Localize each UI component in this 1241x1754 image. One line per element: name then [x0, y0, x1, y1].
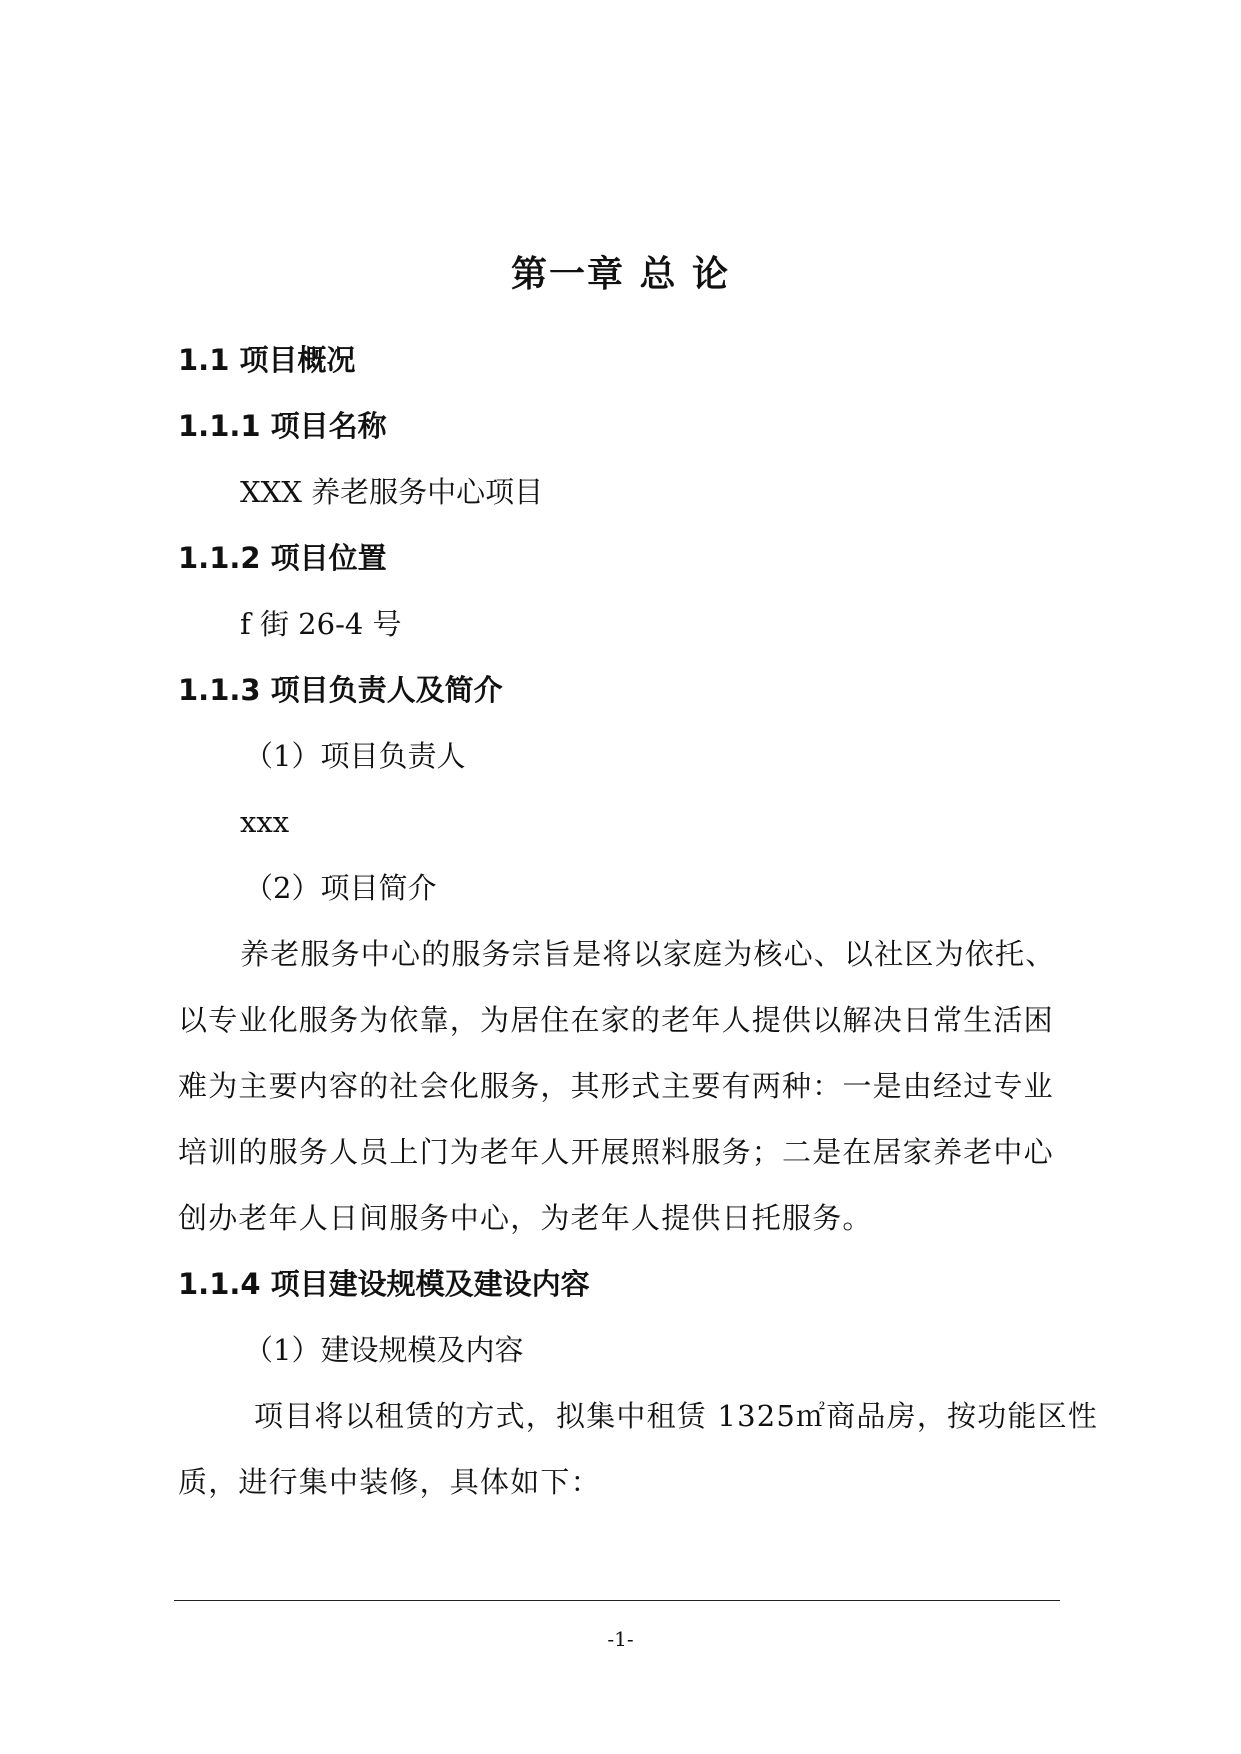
section-heading-1-1-4: 1.1.4 项目建设规模及建设内容	[178, 1267, 590, 1301]
item-label-scale-content: （1）建设规模及内容	[244, 1333, 524, 1367]
section-heading-1-1-1: 1.1.1 项目名称	[178, 409, 387, 443]
chapter-title: 第一章 总 论	[510, 254, 731, 295]
project-leader-value: xxx	[240, 805, 290, 839]
intro-line: 以专业化服务为依靠，为居住在家的老年人提供以解决日常生活困	[178, 1003, 1054, 1037]
item-label-project-leader: （1）项目负责人	[244, 739, 466, 773]
scale-body-line: 质，进行集中装修，具体如下：	[178, 1465, 601, 1499]
intro-line: 培训的服务人员上门为老年人开展照料服务；二是在居家养老中心	[178, 1135, 1054, 1169]
intro-line: 难为主要内容的社会化服务，其形式主要有两种：一是由经过专业	[178, 1069, 1054, 1103]
page-number: -1-	[607, 1627, 634, 1651]
section-heading-1-1: 1.1 项目概况	[178, 343, 356, 377]
intro-line: 养老服务中心的服务宗旨是将以家庭为核心、以社区为依托、	[240, 937, 1056, 971]
section-heading-1-1-3: 1.1.3 项目负责人及简介	[178, 673, 503, 707]
section-heading-1-1-2: 1.1.2 项目位置	[178, 541, 387, 575]
item-label-project-intro: （2）项目简介	[244, 871, 437, 905]
scale-body-line: 项目将以租赁的方式，拟集中租赁 1325㎡商品房，按功能区性	[254, 1399, 1099, 1433]
project-location: f 街 26-4 号	[240, 607, 402, 641]
intro-line: 创办老年人日间服务中心，为老年人提供日托服务。	[178, 1201, 873, 1235]
footer-divider	[174, 1600, 1060, 1601]
project-name: XXX 养老服务中心项目	[240, 475, 544, 509]
